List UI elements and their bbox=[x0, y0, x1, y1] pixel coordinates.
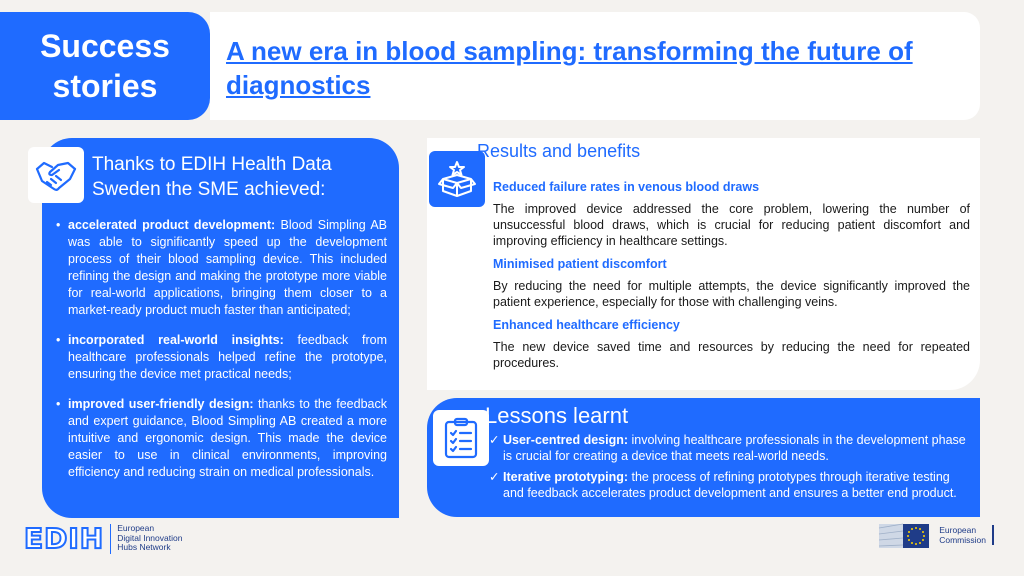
item-label: User-centred design: bbox=[503, 433, 629, 447]
lessons-title: Lessons learnt bbox=[485, 403, 629, 428]
title-box bbox=[210, 12, 980, 120]
edih-line2: Digital Innovation bbox=[117, 532, 183, 543]
result-text: The new device saved time and resources by reducing the need for repeated procedures. bbox=[493, 340, 970, 370]
list-item bbox=[489, 432, 971, 464]
item-label: accelerated product development: bbox=[68, 218, 276, 232]
ec-logo-text bbox=[939, 525, 994, 545]
list-item bbox=[56, 396, 387, 481]
badge-line2: stories bbox=[52, 68, 158, 104]
checkmark-icon: ✓ bbox=[489, 470, 500, 484]
ec-building-icon bbox=[877, 520, 933, 550]
result-text: The improved device addressed the core problem, lowering the number of unsuccessful blood draws, which is crucial for reducing patient discomfort and improving efficiency in healthcare settings. bbox=[493, 202, 970, 248]
checklist-icon bbox=[433, 410, 489, 466]
result-heading: Minimised patient discomfort bbox=[493, 257, 667, 271]
achievements-header bbox=[92, 152, 332, 202]
result-text: By reducing the need for multiple attempts, the device significantly improved the patient experience, especially for those with challenging veins. bbox=[493, 279, 970, 309]
lessons-panel bbox=[427, 398, 980, 517]
item-text: the process of refining prototypes through iterative testing and feedback accelerates product development and ensures a better end product. bbox=[503, 470, 957, 500]
edih-logo-group bbox=[24, 522, 182, 555]
ec-line1: European bbox=[939, 525, 977, 535]
header-line1: Thanks to EDIH Health Data bbox=[92, 154, 332, 175]
results-content bbox=[493, 179, 970, 378]
list-item bbox=[489, 469, 971, 501]
lessons-list bbox=[489, 432, 971, 506]
item-text: thanks to the feedback and expert guidance, Blood Simpling AB created a more intuitive and ergonomic design. This made the device easier to use in clinical environments, improving efficiency and reducing strain on medical professionals. bbox=[68, 397, 387, 479]
results-title: Results and benefits bbox=[477, 141, 641, 161]
item-label: improved user-friendly design: bbox=[68, 397, 254, 411]
handshake-icon bbox=[28, 147, 84, 203]
item-text: Blood Simpling AB was able to significantly speed up the development process of their blood sampling device. This included refining the design and making the prototype more viable for real-world applications, bringing them closer to a market-ready product much faster than anticipated; bbox=[68, 218, 388, 317]
badge-line1: Success bbox=[40, 28, 170, 64]
list-item bbox=[56, 332, 387, 383]
result-heading: Reduced failure rates in venous blood draws bbox=[493, 180, 760, 194]
page-title-link[interactable]: A new era in blood sampling: transforming the future of diagnostics bbox=[226, 36, 913, 100]
checkmark-icon: ✓ bbox=[489, 433, 500, 447]
section-badge bbox=[0, 12, 210, 120]
ec-line2: Commission bbox=[939, 535, 986, 545]
edih-line3: Hubs Network bbox=[117, 542, 171, 553]
item-text: involving healthcare professionals in the development phase is crucial for creating a device that meets real-world needs. bbox=[503, 433, 966, 463]
item-label: incorporated real-world insights: bbox=[68, 333, 284, 347]
header-line2: Sweden the SME achieved: bbox=[92, 179, 326, 200]
item-text: feedback from healthcare professionals helped refine the prototype, ensuring the device met practical needs; bbox=[68, 333, 387, 381]
achievements-panel bbox=[42, 138, 399, 518]
ec-logo-group bbox=[877, 520, 994, 550]
list-item bbox=[56, 217, 387, 319]
logo-divider bbox=[110, 524, 111, 554]
item-label: Iterative prototyping: bbox=[503, 470, 629, 484]
achievements-list bbox=[56, 217, 387, 494]
edih-logo: EDIH bbox=[24, 522, 105, 555]
results-panel bbox=[427, 138, 980, 390]
result-heading: Enhanced healthcare efficiency bbox=[493, 318, 680, 332]
edih-logo-text bbox=[117, 524, 182, 553]
edih-line1: European bbox=[117, 523, 155, 534]
